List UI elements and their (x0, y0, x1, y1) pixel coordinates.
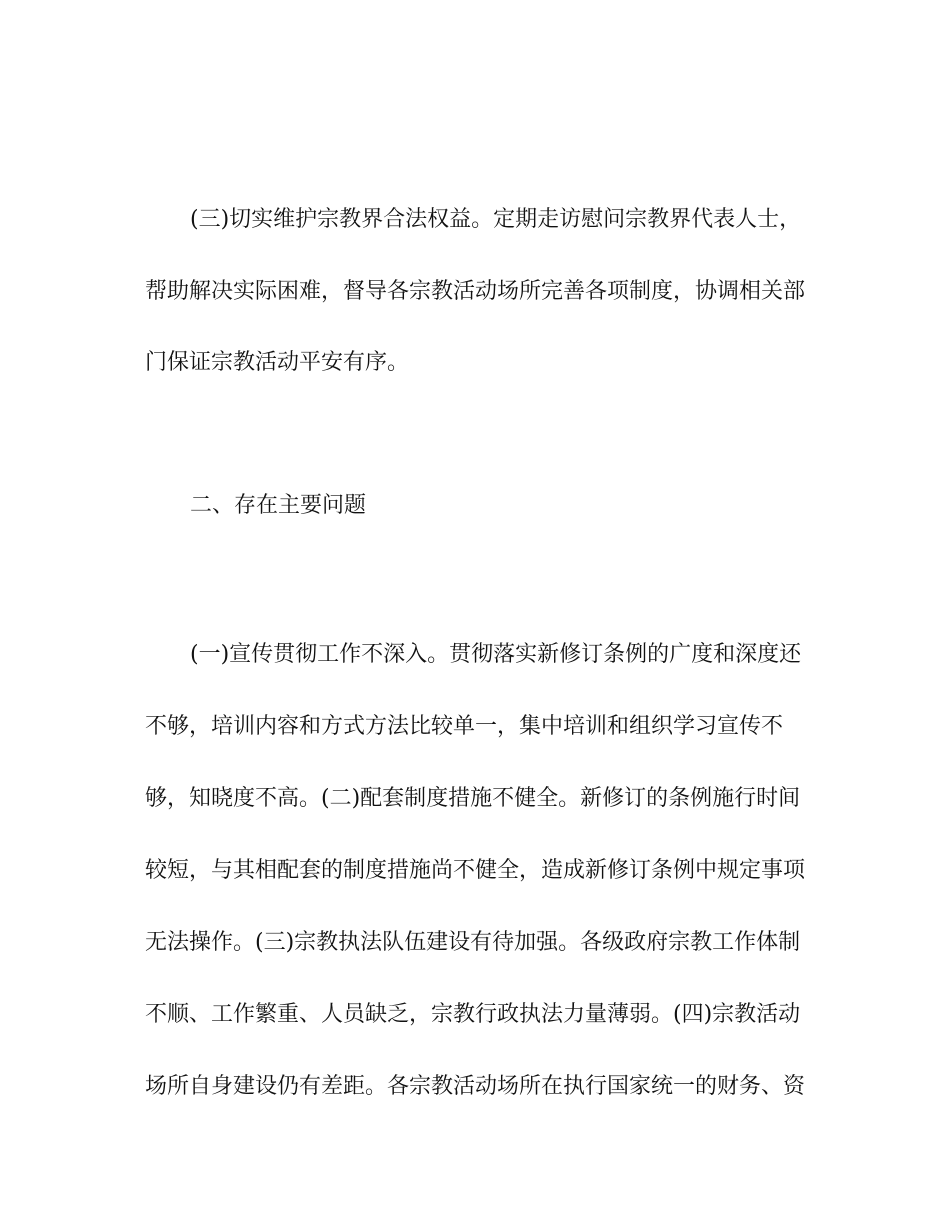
paragraph-line: (一)宣传贯彻工作不深入。贯彻落实新修订条例的广度和深度还 (190, 642, 802, 667)
paragraph-line: 场所自身建设仍有差距。各宗教活动场所在执行国家统一的财务、资 (145, 1074, 806, 1099)
paragraph-line: 较短，与其相配套的制度措施尚不健全，造成新修订条例中规定事项 (145, 858, 806, 883)
section-heading: 二、存在主要问题 (190, 493, 367, 518)
paragraph-line: 不够，培训内容和方式方法比较单一，集中培训和组织学习宣传不 (145, 714, 784, 739)
paragraph-line: 门保证宗教活动平安有序。 (145, 350, 410, 375)
paragraph-line: 无法操作。(三)宗教执法队伍建设有待加强。各级政府宗教工作体制 (145, 930, 801, 955)
paragraph-line: 不顺、工作繁重、人员缺乏，宗教行政执法力量薄弱。(四)宗教活动 (145, 1002, 801, 1027)
paragraph-line: (三)切实维护宗教界合法权益。定期走访慰问宗教界代表人士， (190, 207, 802, 232)
paragraph-line: 够，知晓度不高。(二)配套制度措施不健全。新修订的条例施行时间 (145, 786, 801, 811)
paragraph-line: 帮助解决实际困难，督导各宗教活动场所完善各项制度，协调相关部 (145, 279, 806, 304)
